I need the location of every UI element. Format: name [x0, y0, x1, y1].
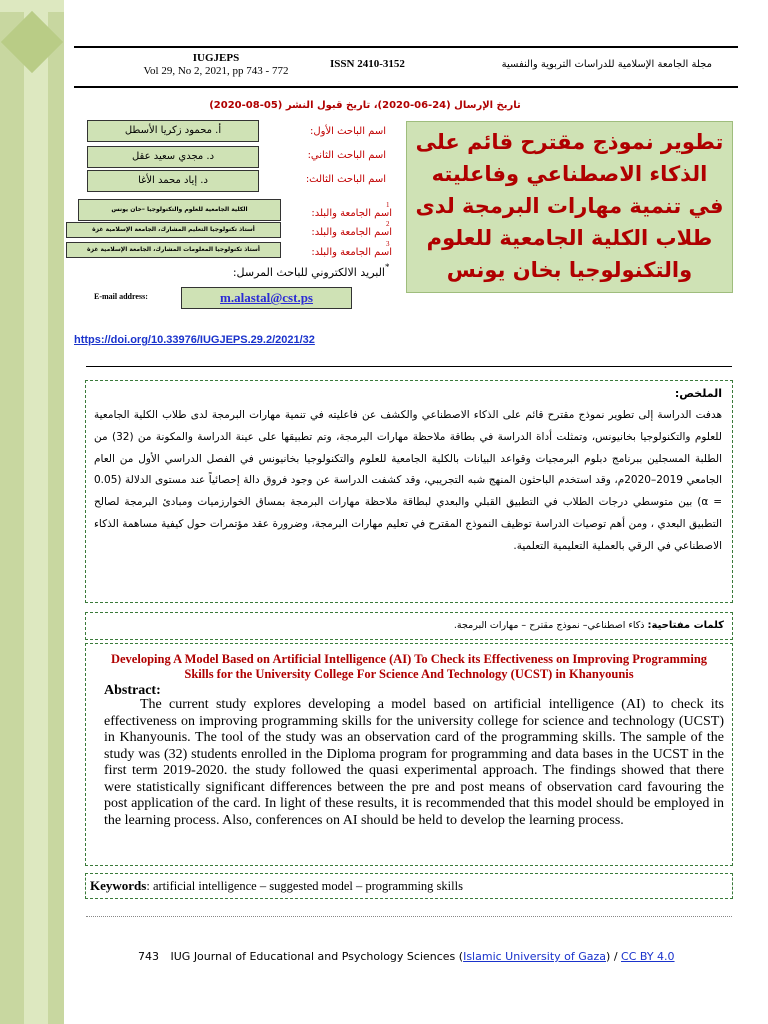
affiliation-label-text: اسم الجامعة والبلد:: [311, 247, 392, 258]
footer-journal: IUG Journal of Educational and Psychology Sciences (: [170, 950, 464, 963]
header-bottom-rule: [74, 86, 738, 88]
affiliation-label-3: [311, 247, 392, 258]
submission-dates: تاريخ الإرسال (24-06-2020)، تاريخ قبول النشر (05-08-2020): [209, 100, 521, 111]
affiliation-2: أستاذ تكنولوجيا التعليم المشارك، الجامعة الإسلامية غزة: [66, 222, 281, 238]
first-researcher-name: أ. محمود زكريا الأسطل: [87, 120, 259, 142]
email-label-arabic: البريد الالكتروني للباحث المرسل:: [232, 266, 385, 279]
footer-separator: ) /: [606, 950, 622, 963]
english-keywords-label: Keywords: [90, 878, 147, 893]
arabic-keywords-label: كلمات مفتاحية:: [647, 620, 724, 631]
second-researcher-label: اسم الباحث الثاني:: [307, 150, 386, 161]
english-title: Developing A Model Based on Artificial Intelligence (AI) To Check its Effectiveness on Improving Programming Skills for the University College For Science And Technology (UCST) in Khanyounis: [110, 652, 708, 681]
footer-rule: [86, 916, 732, 917]
journal-name-arabic: مجلة الجامعة الإسلامية للدراسات التربوية والنفسية: [501, 59, 712, 70]
license-link[interactable]: CC BY 4.0: [621, 950, 675, 963]
english-keywords-text: : artificial intelligence – suggested model – programming skills: [146, 879, 463, 893]
decorative-side-stripe: [0, 0, 64, 1024]
email-label: E-mail address:: [94, 292, 148, 301]
volume-info: Vol 29, No 2, 2021, pp 743 - 772: [143, 65, 289, 77]
arabic-keywords: [85, 612, 733, 640]
first-researcher-label: اسم الباحث الأول:: [309, 126, 386, 137]
decorative-stripe-inner: [24, 0, 48, 1024]
affiliation-1: الكلية الجامعية للعلوم والتكنولوجيا –خان يونس: [78, 199, 281, 221]
affiliation-label-text: اسم الجامعة والبلد:: [311, 227, 392, 238]
page-number: 743: [138, 950, 159, 963]
issn: ISSN 2410-3152: [330, 58, 405, 70]
english-abstract-box: [85, 643, 733, 866]
affiliation-number-2: 2: [386, 220, 390, 228]
english-abstract-heading: Abstract:: [104, 683, 161, 698]
footer: [138, 950, 675, 963]
english-keywords: [85, 873, 733, 899]
affiliation-3: أستاذ تكنولوجيا المعلومات المشارك، الجامعة الإسلامية غزة: [66, 242, 281, 258]
arabic-title: تطوير نموذج مقترح قائم على الذكاء الاصطناعي وفاعليته في تنمية مهارات البرمجة لدى طلاب الكلية الجامعية للعلوم والتكنولوجيا بخان يونس: [406, 121, 733, 293]
second-researcher-name: د. مجدي سعيد عقل: [87, 146, 259, 168]
arabic-abstract-box: [85, 380, 733, 603]
email-address-link[interactable]: m.alastal@cst.ps: [181, 287, 352, 309]
affiliation-label-1: [311, 208, 392, 219]
journal-header-center: [132, 52, 300, 78]
third-researcher-label: اسم الباحث الثالث:: [305, 174, 386, 185]
affiliation-label-text: اسم الجامعة والبلد:: [311, 208, 392, 219]
university-link[interactable]: Islamic University of Gaza: [463, 950, 607, 963]
header-top-rule: [74, 46, 738, 48]
decorative-diamond: [1, 11, 63, 73]
journal-abbreviation: IUGJEPS: [192, 52, 240, 64]
doi-link[interactable]: https://doi.org/10.33976/IUGJEPS.29.2/2021/32: [74, 334, 315, 346]
arabic-abstract-heading: الملخص:: [674, 387, 722, 400]
third-researcher-name: د. إياد محمد الأغا: [87, 170, 259, 192]
affiliation-number-3: 3: [386, 240, 390, 248]
arabic-keywords-text: ذكاء اصطناعي– نموذج مقترح – مهارات البرمجة.: [453, 620, 648, 631]
corresponding-star: *: [385, 262, 390, 272]
english-abstract-text: The current study explores developing a model based on artificial intelligence (AI) to check its effectiveness on improving programming skills for the university college for science and technology (UCST) in Khanyounis. The tool of the study was an observation card of the programming skills. The sample of the study was (32) students enrolled in the Diploma program for programming and data bases in the UCST in the first term 2019-2020. the study followed the quasi experimental approach. The findings showed that there were statistically significant differences between the pre and post means of observation card favouring the post application of the card. In light of these results, it is recommended that this model should be employed in the learning process. Also, conferences on AI should be held to develop the learning process.: [104, 697, 724, 828]
doi-rule: [86, 366, 732, 367]
affiliation-number-1: 1: [386, 201, 390, 209]
arabic-abstract-text: هدفت الدراسة إلى تطوير نموذج مقترح قائم على الذكاء الاصطناعي والكشف عن فاعليته في تنمية مهارات البرمجة لدى طلاب الكلية الجامعية للعلوم والتكنولوجيا بخانيونس، وتمثلت أداة الدراسة في بطاقة ملاحظة مهارات البرمجة، وتم تطبيقها على عينة الدراسة والمكونة من (32) من الطلبة المسجلين ببرنامج دبلوم البرمجيات وقواعد البيانات بالكلية الجامعية للعلوم والتكنولوجيا بخانيونس في الفصل الدراسي الأول من العام الجامعي 2019–2020م، وقد استخدم الباحثون المنهج شبه التجريبي، وقد كشفت الدراسة عن وجود فروق دالة إحصائياً عند مستوى الدلالة (0.05 = α) بين متوسطي درجات الطلاب في التطبيق القبلي والبعدي لبطاقة ملاحظة مهارات البرمجة بمساق الخوارزميات ومبادئ البرمجة لصالح التطبيق البعدي ، ومن أهم توصيات الدراسة توظيف النموذج المقترح في تعليم مهارات البرمجة، وضرورة عقد مؤتمرات حول كيفية مساهمة الذكاء الاصطناعي في الرقي بالعملية التعليمية التعلمية.: [94, 409, 723, 552]
affiliation-label-2: [311, 227, 392, 238]
